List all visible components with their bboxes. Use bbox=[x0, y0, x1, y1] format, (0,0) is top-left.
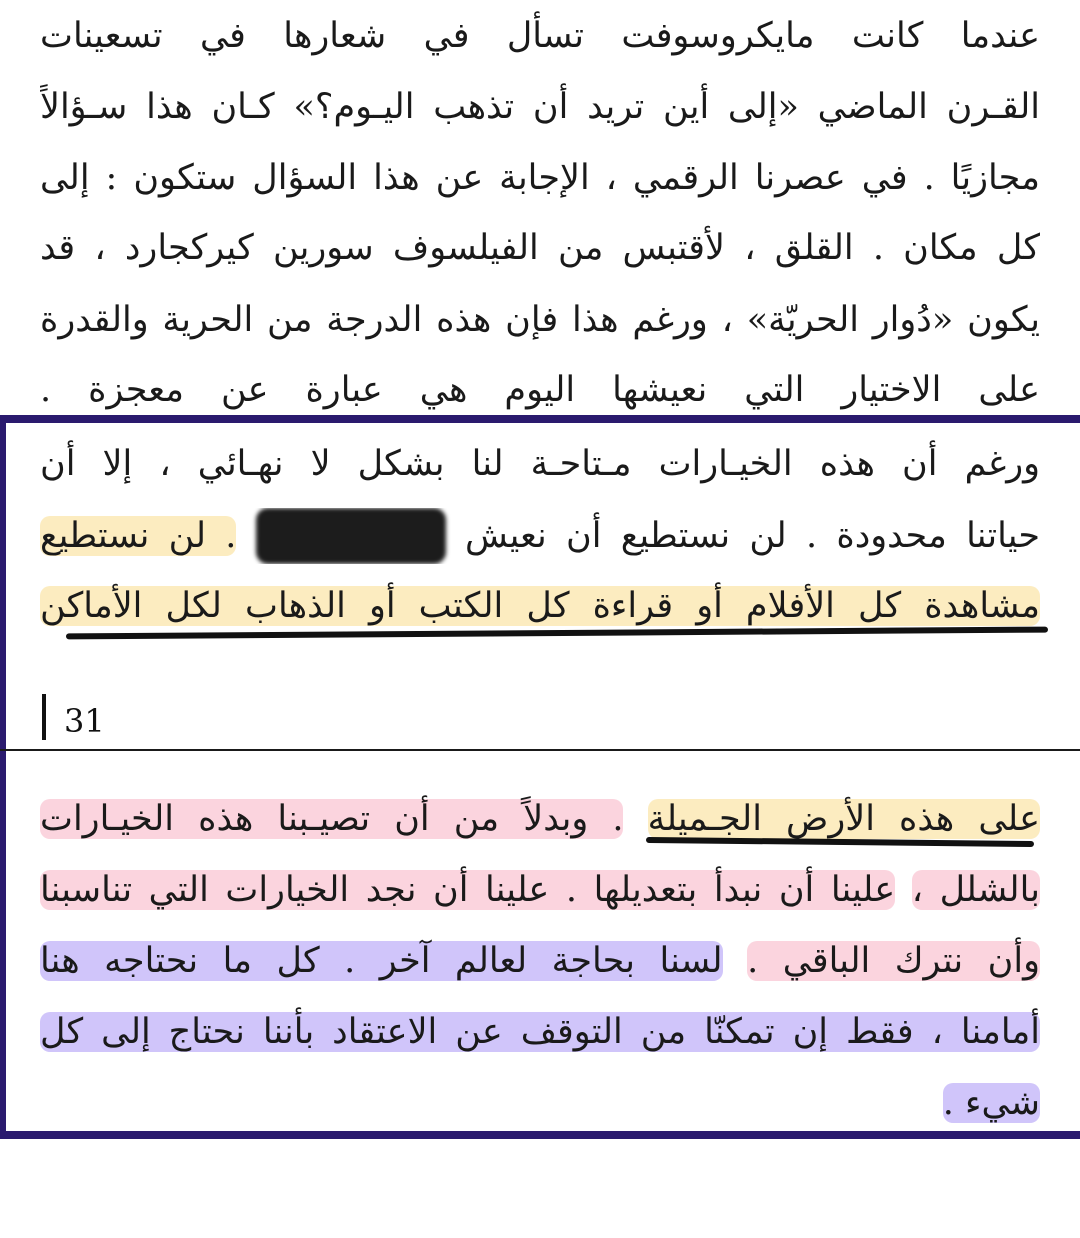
text-line: ورغم أن هذه الخيـارات مـتاحـة لنا بشكل لا نهـائي ، إلا أن bbox=[40, 444, 1040, 484]
text-line: كل مكان . القلق ، لأقتبس من الفيلسوف سورين كيركجارد ، قد bbox=[40, 228, 1040, 268]
page-number-bar bbox=[42, 694, 46, 740]
text-line: على الاختيار التي نعيشها اليوم هي عبارة عن معجزة . bbox=[40, 370, 1040, 410]
text-line bbox=[40, 508, 1040, 564]
highlighted-text: لسنا بحاجة لعالم آخر . كل ما نحتاجه هنا bbox=[40, 941, 723, 981]
text-line: عندما كانت مايكروسوفت تسأل في شعارها في تسعينات bbox=[40, 16, 1040, 56]
text-line bbox=[40, 578, 1040, 634]
text-line bbox=[40, 1004, 1040, 1060]
redacted-text: كل الحياوات bbox=[256, 508, 446, 564]
highlighted-text: وأن نترك الباقي . bbox=[747, 941, 1040, 981]
text-line bbox=[40, 933, 1040, 989]
highlighted-text: أمامنا ، فقط إن تمكنّا من التوقف عن الاعتقاد بأننا نحتاج إلى كل bbox=[40, 1012, 1040, 1052]
highlighted-text: بالشلل ، bbox=[911, 870, 1040, 910]
highlighted-text: على هذه الأرض الجـميلة bbox=[647, 799, 1040, 839]
highlighted-text: . وبدلاً من أن تصيـبنا هذه الخيـارات bbox=[40, 799, 624, 839]
text-line bbox=[40, 862, 1040, 918]
highlighted-text: علينا أن نبدأ بتعديلها . علينا أن نجد الخيارات التي تناسبنا bbox=[40, 870, 896, 910]
highlighted-text: مشاهدة كل الأفلام أو قراءة كل الكتب أو الذهاب لكل الأماكن bbox=[40, 586, 1040, 626]
text-line: القـرن الماضي «إلى أين تريد أن تذهب اليـوم؟» كـان هذا سـؤالاً bbox=[40, 87, 1040, 127]
text-line bbox=[870, 1075, 1040, 1131]
page-number bbox=[42, 690, 105, 740]
page-divider bbox=[0, 749, 1080, 751]
page-number-text: 31 bbox=[64, 702, 105, 740]
highlighted-text: . لن نستطيع bbox=[40, 516, 237, 556]
highlighted-text: شيء . bbox=[942, 1083, 1040, 1123]
text-line: يكون «دُوار الحريّة» ، ورغم هذا فإن هذه الدرجة من الحرية والقدرة bbox=[40, 300, 1040, 340]
text-line: مجازيًا . في عصرنا الرقمي ، الإجابة عن هذا السؤال ستكون : إلى bbox=[40, 158, 1040, 198]
text-segment: حياتنا محدودة . لن نستطيع أن نعيش bbox=[464, 516, 1040, 556]
